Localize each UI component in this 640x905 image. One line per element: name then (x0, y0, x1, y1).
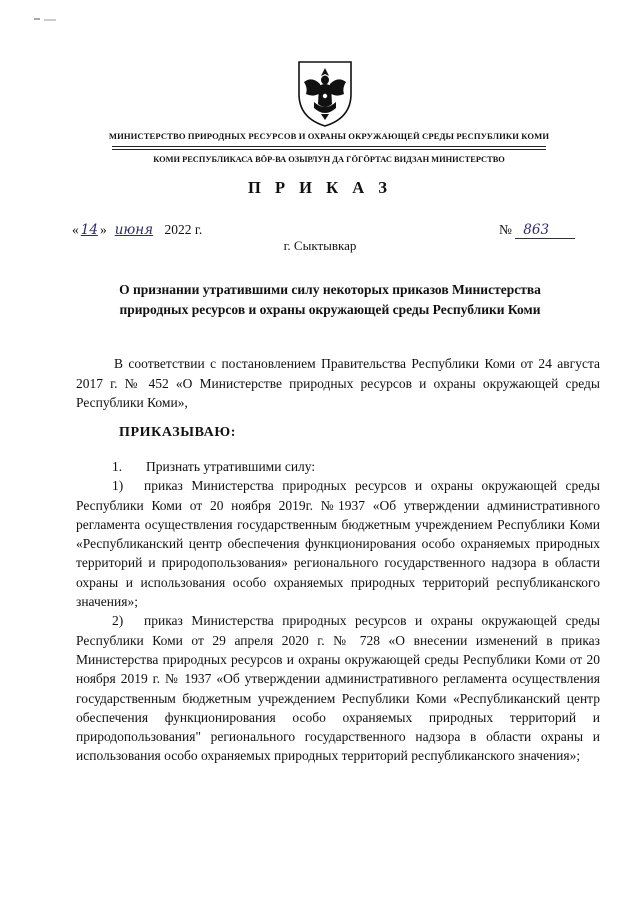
document-preamble: В соответствии с постановлением Правительства Республики Коми от 24 августа 2017 г. № 452 «О Министерстве природных ресурсов и охраны окружающей среды Республики Коми», (76, 356, 600, 410)
date-close-quote: » (99, 222, 107, 237)
subitem-number: 2) (112, 613, 124, 629)
document-city: г. Сыктывкар (283, 238, 357, 253)
order-subitem (76, 476, 600, 611)
komi-coat-of-arms-icon (296, 58, 354, 128)
subitem-text: приказ Министерства природных ресурсов и охраны окружающей среды Республики Коми от 29 апреля 2020 г. № 728 «О внесении изменений в приказ Министерства природных ресурсов и охраны окружающей среды Республики Коми от 20 ноября 2019 г. № 1937 «Об утверждении административного регламента осуществления государственным бюджетным учреждением Республики Коми «Республиканский центр обеспечения функционирования особо охраняемых природных территорий и природопользования" регионального государственного надзора в области охраны и использования особо охраняемых природных территорий республиканского значения»; (76, 613, 600, 764)
subitem-text: приказ Министерства природных ресурсов и охраны окружающей среды Республики Коми от 20 ноября 2019г. №1937 «Об утверждении административного регламента осуществления государственным бюджетным учреждением Республики Коми «Республиканский центр обеспечения функционирования особо охраняемых природных территорий и природопользования» регионального государственного надзора в области охраны и использования особо охраняемых природных территорий республиканского значения»; (76, 478, 600, 610)
number-handwritten: 863 (515, 222, 575, 239)
corner-mark (34, 16, 64, 22)
order-point-1 (76, 457, 600, 476)
date-open-quote: « (72, 222, 79, 237)
order-directive: ПРИКАЗЫВАЮ: (119, 425, 236, 440)
date-month-handwritten: июня (114, 222, 154, 238)
header-rule-top (112, 146, 546, 147)
document-date (72, 222, 202, 238)
order-subitem (76, 611, 600, 765)
date-year: 2022 г. (164, 222, 203, 237)
number-label: № (499, 222, 512, 237)
document-number (499, 222, 575, 239)
subitem-number: 1) (112, 478, 124, 494)
point-text: Признать утратившими силу: (146, 459, 316, 474)
point-number: 1. (112, 459, 123, 474)
document-title: П Р И К А З (248, 178, 392, 197)
organization-name-ru: МИНИСТЕРСТВО ПРИРОДНЫХ РЕСУРСОВ И ОХРАНЫ ОКРУЖАЮЩЕЙ СРЕДЫ РЕСПУБЛИКИ КОМИ (108, 131, 550, 141)
organization-name-komi: КОМИ РЕСПУБЛИКАСА ВӦР-ВА ОЗЫРЛУН ДА ГӦГӦРТАС ВИДЗАН МИНИСТЕРСТВО (153, 155, 505, 164)
header-rule-bottom (112, 149, 546, 150)
date-day-handwritten: 14 (80, 222, 98, 238)
document-body (76, 457, 600, 766)
document-subject: О признании утратившими силу некоторых приказов Министерства природных ресурсов и охраны окружающей среды Республики Коми (119, 282, 541, 317)
